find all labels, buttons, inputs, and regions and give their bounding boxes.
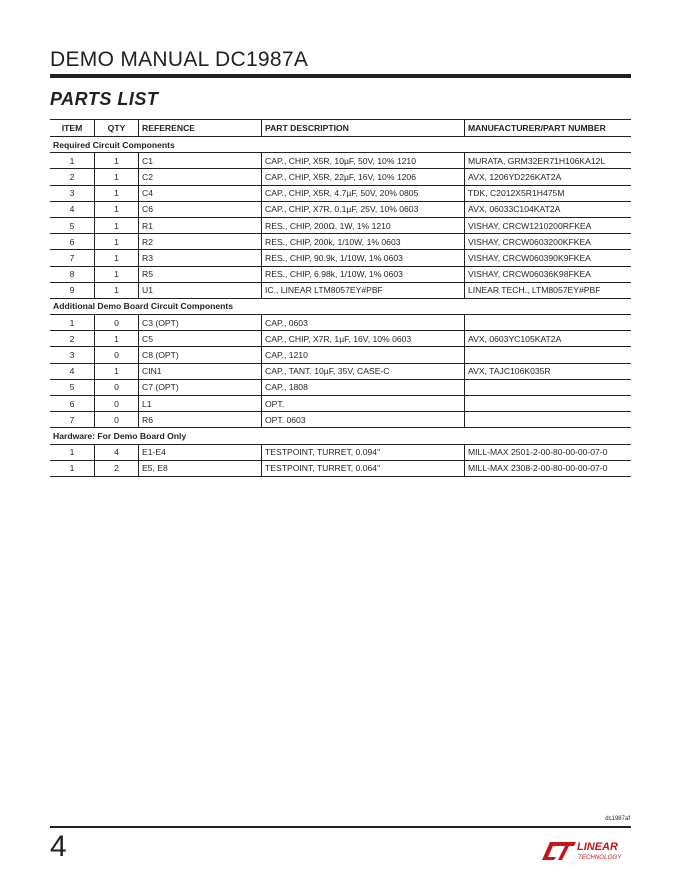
page-number: 4	[50, 830, 67, 863]
cell-part-description: TESTPOINT, TURRET, 0.064"	[262, 460, 465, 476]
table-header	[50, 120, 631, 137]
cell-qty: 1	[95, 185, 139, 201]
cell-part-description: CAP., CHIP, X7R, 0.1µF, 25V, 10% 0603	[262, 201, 465, 217]
header-rule	[50, 74, 631, 78]
table-row	[50, 282, 631, 298]
parts-table	[50, 119, 631, 477]
linear-technology-logo	[540, 838, 632, 862]
cell-manufacturer	[465, 412, 632, 428]
cell-manufacturer: AVX, 0603YC105KAT2A	[465, 331, 632, 347]
table-row	[50, 217, 631, 233]
cell-manufacturer: VISHAY, CRCW060390K9FKEA	[465, 250, 632, 266]
table-row	[50, 169, 631, 185]
section-row	[50, 428, 631, 444]
header-reference: REFERENCE	[139, 120, 262, 137]
header-item: ITEM	[50, 120, 95, 137]
cell-part-description: CAP., 1808	[262, 379, 465, 395]
cell-qty: 1	[95, 266, 139, 282]
document-title: DEMO MANUAL DC1987A	[50, 48, 309, 71]
cell-qty: 1	[95, 331, 139, 347]
cell-qty: 1	[95, 217, 139, 233]
cell-manufacturer: VISHAY, CRCW1210200RFKEA	[465, 217, 632, 233]
cell-item: 1	[50, 460, 95, 476]
logo-text-technology: TECHNOLOGY	[578, 854, 622, 861]
cell-manufacturer: TDK, C2012X5R1H475M	[465, 185, 632, 201]
cell-manufacturer	[465, 347, 632, 363]
cell-manufacturer: AVX, 1206YD226KAT2A	[465, 169, 632, 185]
table-row	[50, 347, 631, 363]
cell-reference: R3	[139, 250, 262, 266]
table-body	[50, 137, 631, 477]
footer-rule	[50, 826, 631, 828]
cell-part-description: CAP., 0603	[262, 315, 465, 331]
cell-part-description: RES., CHIP, 90.9k, 1/10W, 1% 0603	[262, 250, 465, 266]
table-row	[50, 266, 631, 282]
cell-reference: C8 (OPT)	[139, 347, 262, 363]
header-part-description: PART DESCRIPTION	[262, 120, 465, 137]
cell-item: 8	[50, 266, 95, 282]
cell-reference: R1	[139, 217, 262, 233]
section-title-cell: Required Circuit Components	[50, 137, 631, 153]
cell-part-description: RES., CHIP, 6.98k, 1/10W, 1% 0603	[262, 266, 465, 282]
cell-item: 6	[50, 396, 95, 412]
cell-reference: C3 (OPT)	[139, 315, 262, 331]
cell-item: 9	[50, 282, 95, 298]
header-manufacturer: MANUFACTURER/PART NUMBER	[465, 120, 632, 137]
table-row	[50, 201, 631, 217]
cell-part-description: CAP., TANT. 10µF, 35V, CASE-C	[262, 363, 465, 379]
cell-qty: 0	[95, 396, 139, 412]
cell-item: 7	[50, 250, 95, 266]
cell-qty: 1	[95, 282, 139, 298]
cell-reference: R2	[139, 234, 262, 250]
cell-reference: U1	[139, 282, 262, 298]
cell-qty: 2	[95, 460, 139, 476]
cell-part-description: TESTPOINT, TURRET, 0.094"	[262, 444, 465, 460]
cell-item: 5	[50, 379, 95, 395]
table-row	[50, 315, 631, 331]
cell-reference: CIN1	[139, 363, 262, 379]
cell-item: 1	[50, 444, 95, 460]
cell-manufacturer: MURATA, GRM32ER71H106KA12L	[465, 153, 632, 169]
cell-qty: 1	[95, 250, 139, 266]
cell-reference: C7 (OPT)	[139, 379, 262, 395]
cell-manufacturer: LINEAR TECH., LTM8057EY#PBF	[465, 282, 632, 298]
cell-item: 2	[50, 169, 95, 185]
table-row	[50, 396, 631, 412]
cell-part-description: RES., CHIP, 200k, 1/10W, 1% 0603	[262, 234, 465, 250]
cell-part-description: CAP., CHIP, X5R, 10µF, 50V, 10% 1210	[262, 153, 465, 169]
cell-part-description: IC., LINEAR LTM8057EY#PBF	[262, 282, 465, 298]
cell-item: 2	[50, 331, 95, 347]
cell-manufacturer	[465, 315, 632, 331]
cell-reference: C4	[139, 185, 262, 201]
cell-part-description: CAP., 1210	[262, 347, 465, 363]
cell-qty: 1	[95, 153, 139, 169]
cell-item: 7	[50, 412, 95, 428]
cell-manufacturer: VISHAY, CRCW06036K98FKEA	[465, 266, 632, 282]
logo-text-linear: LINEAR	[577, 841, 618, 853]
cell-reference: E1-E4	[139, 444, 262, 460]
cell-manufacturer: MILL-MAX 2308-2-00-80-00-00-07-0	[465, 460, 632, 476]
cell-reference: L1	[139, 396, 262, 412]
table-row	[50, 379, 631, 395]
cell-qty: 4	[95, 444, 139, 460]
cell-qty: 0	[95, 315, 139, 331]
cell-qty: 0	[95, 379, 139, 395]
section-row	[50, 137, 631, 153]
cell-item: 1	[50, 315, 95, 331]
cell-manufacturer: AVX, 06033C104KAT2A	[465, 201, 632, 217]
document-code: dc1987af	[605, 816, 630, 822]
cell-qty: 1	[95, 234, 139, 250]
table-row	[50, 444, 631, 460]
cell-reference: C5	[139, 331, 262, 347]
cell-manufacturer	[465, 379, 632, 395]
cell-qty: 1	[95, 201, 139, 217]
section-title-cell: Hardware: For Demo Board Only	[50, 428, 631, 444]
table-row	[50, 412, 631, 428]
table-row	[50, 153, 631, 169]
header-qty: QTY	[95, 120, 139, 137]
cell-reference: C6	[139, 201, 262, 217]
cell-reference: C2	[139, 169, 262, 185]
cell-item: 3	[50, 347, 95, 363]
cell-reference: E5, E8	[139, 460, 262, 476]
cell-item: 4	[50, 363, 95, 379]
table-row	[50, 331, 631, 347]
cell-qty: 0	[95, 412, 139, 428]
cell-item: 4	[50, 201, 95, 217]
lt-logo-mark-icon	[542, 842, 576, 860]
cell-reference: R6	[139, 412, 262, 428]
cell-reference: C1	[139, 153, 262, 169]
section-title-cell: Additional Demo Board Circuit Components	[50, 298, 631, 314]
cell-qty: 0	[95, 347, 139, 363]
section-row	[50, 298, 631, 314]
cell-item: 6	[50, 234, 95, 250]
cell-part-description: CAP., CHIP, X5R, 22µF, 16V, 10% 1206	[262, 169, 465, 185]
cell-item: 3	[50, 185, 95, 201]
cell-manufacturer: AVX, TAJC106K035R	[465, 363, 632, 379]
table-row	[50, 460, 631, 476]
cell-reference: R5	[139, 266, 262, 282]
table-row	[50, 363, 631, 379]
cell-manufacturer: VISHAY, CRCW0603200KFKEA	[465, 234, 632, 250]
cell-qty: 1	[95, 169, 139, 185]
cell-part-description: CAP., CHIP, X7R, 1µF, 16V, 10% 0603	[262, 331, 465, 347]
cell-item: 5	[50, 217, 95, 233]
cell-part-description: OPT. 0603	[262, 412, 465, 428]
cell-manufacturer: MILL-MAX 2501-2-00-80-00-00-07-0	[465, 444, 632, 460]
cell-manufacturer	[465, 396, 632, 412]
cell-item: 1	[50, 153, 95, 169]
section-title: PARTS LIST	[50, 89, 159, 109]
table-row	[50, 185, 631, 201]
cell-qty: 1	[95, 363, 139, 379]
table-row	[50, 234, 631, 250]
cell-part-description: RES., CHIP, 200Ω, 1W, 1% 1210	[262, 217, 465, 233]
cell-part-description: CAP., CHIP, X5R, 4.7µF, 50V, 20% 0805	[262, 185, 465, 201]
table-row	[50, 250, 631, 266]
cell-part-description: OPT.	[262, 396, 465, 412]
